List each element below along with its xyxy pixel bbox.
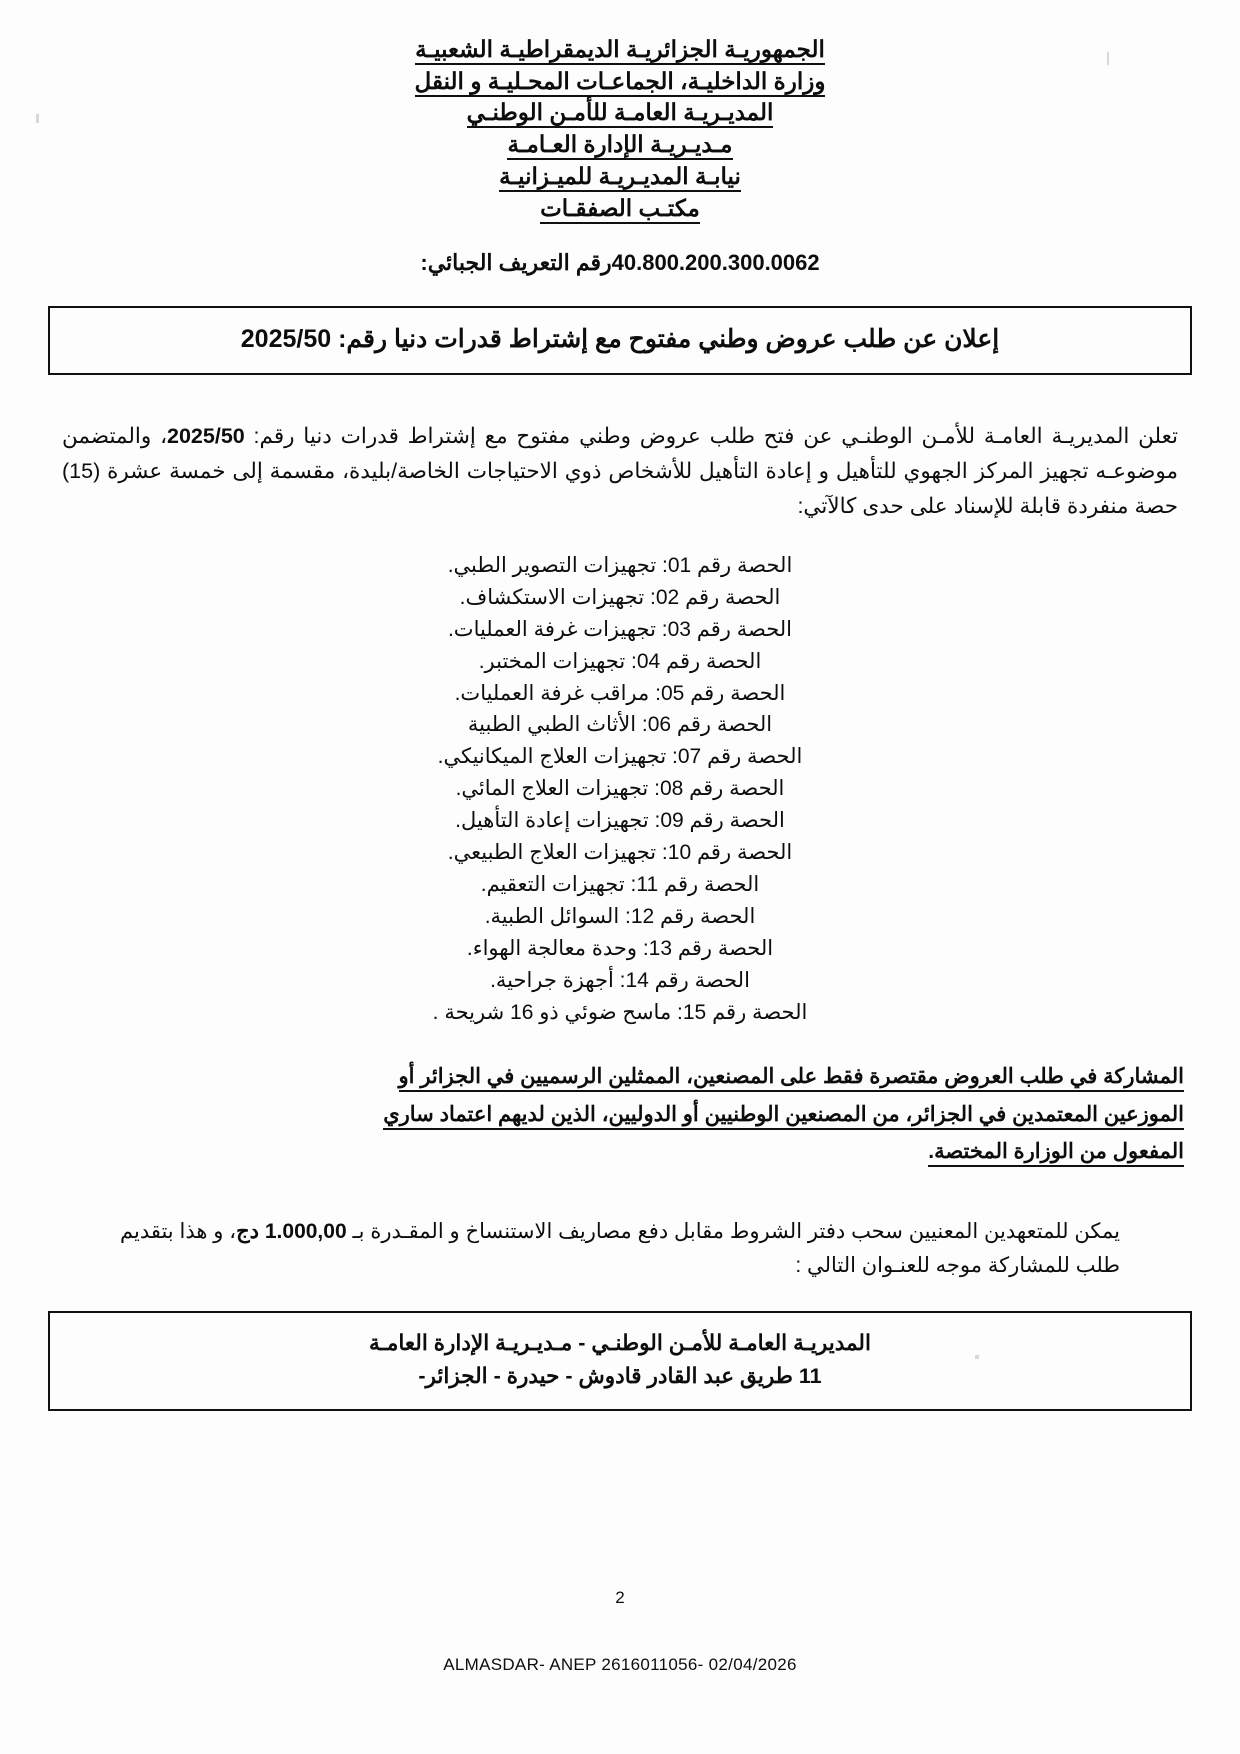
footer-reference: ALMASDAR- ANEP 2616011056- 02/04/2026 (443, 1655, 797, 1674)
list-item: الحصة رقم 04: تجهيزات المختبر. (478, 649, 762, 673)
announcement-title-box (48, 306, 1192, 375)
letterhead (0, 34, 1240, 224)
intro-part-2: ، والمتضمن موضوعـه تجهيز المركز الجهوي للتأهيل و إعادة التأهيل للأشخاص ذوي الاحتياجات الخاصة/بليدة، مقسمة إلى خمسة عشرة (15) حصة منفردة قابلة للإسناد على حدى كالآتي: (62, 424, 1178, 519)
list-item: الحصة رقم 15: ماسح ضوئي ذو 16 شريحة . (432, 1000, 808, 1024)
letterhead-line-4 (0, 129, 1240, 161)
list-item: الحصة رقم 08: تجهيزات العلاج المائي. (455, 777, 785, 801)
list-item: الحصة رقم 05: مراقب غرفة العمليات. (454, 681, 786, 705)
tax-identification-number: 40.800.200.300.0062 (611, 250, 820, 276)
list-item: الحصة رقم 12: السوائل الطبية. (484, 904, 756, 928)
restriction-line-3-wrap (56, 1133, 1184, 1170)
page-number: 2 (615, 1588, 625, 1607)
list-item: الحصة رقم 10: تجهيزات العلاج الطبيعي. (447, 841, 793, 865)
withdraw-part-2: ، و هذا بتقديم طلب للمشاركة موجه للعنـوان التالي : (120, 1219, 1120, 1277)
letterhead-line-3-text: المديـريـة العامـة للأمـن الوطنـي (467, 99, 774, 128)
announcement-title: إعلان عن طلب عروض وطني مفتوح مع إشتراط قدرات دنيا رقم: 2025/50 (240, 325, 1000, 354)
intro-tender-reference: 2025/50 (167, 424, 245, 449)
list-item: الحصة رقم 03: تجهيزات غرفة العمليات. (447, 617, 793, 641)
letterhead-line-2-text: وزارة الداخليـة، الجماعـات المحـليـة و النقل (415, 68, 826, 97)
restriction-line-1: المشاركة في طلب العروض مقتصرة فقط على المصنعين، الممثلين الرسميين في الجزائر أو (399, 1065, 1184, 1092)
scan-speck (1107, 52, 1109, 65)
address-line-1: المديريـة العامـة للأمـن الوطنـي - مـديـريـة الإدارة العامـة (369, 1330, 871, 1355)
lots-list (0, 550, 1240, 1029)
address-line-2: 11 طريق عبد القادر قادوش - حيدرة - الجزائر- (418, 1363, 822, 1388)
scan-speck (975, 1355, 979, 1359)
letterhead-line-2 (0, 66, 1240, 98)
tax-identification-label: رقم التعريف الجبائي: (420, 250, 612, 276)
withdraw-part-1: يمكن للمتعهدين المعنيين سحب دفتر الشروط مقابل دفع مصاريف الاستنساخ و المقـدرة بـ (346, 1219, 1120, 1243)
letterhead-line-6 (0, 193, 1240, 225)
list-item: الحصة رقم 14: أجهزة جراحية. (490, 968, 750, 992)
letterhead-line-3 (0, 97, 1240, 129)
list-item: الحصة رقم 07: تجهيزات العلاج الميكانيكي. (437, 745, 803, 769)
intro-part-1: تعلن المديريـة العامـة للأمـن الوطنـي عن فتح طلب عروض وطني مفتوح مع إشتراط قدرات دنيا رقم: (244, 424, 1178, 449)
list-item: الحصة رقم 09: تجهيزات إعادة التأهيل. (455, 809, 785, 833)
withdraw-paragraph (120, 1215, 1120, 1283)
letterhead-line-1-text: الجمهوريـة الجزائريـة الديمقراطيـة الشعبيـة (415, 36, 825, 65)
withdraw-amount: 1.000,00 دج (236, 1219, 347, 1243)
list-item: الحصة رقم 06: الأثاث الطبي الطبية (467, 713, 773, 737)
list-item: الحصة رقم 02: تجهيزات الاستكشاف. (459, 585, 781, 609)
letterhead-line-1 (0, 34, 1240, 66)
restriction-line-3: المفعول من الوزارة المختصة. (928, 1140, 1184, 1167)
letterhead-line-4-text: مـديـريـة الإدارة العـامـة (507, 131, 732, 160)
restriction-line-2-wrap (56, 1096, 1184, 1133)
restriction-line-2: الموزعين المعتمدين في الجزائر، من المصنعين الوطنيين أو الدوليين، الذين لديهم اعتماد ساري (383, 1103, 1184, 1130)
restriction-line-1-wrap (56, 1058, 1184, 1095)
intro-paragraph (62, 419, 1178, 523)
list-item: الحصة رقم 01: تجهيزات التصوير الطبي. (447, 553, 793, 577)
letterhead-line-5 (0, 161, 1240, 193)
list-item: الحصة رقم 11: تجهيزات التعقيم. (480, 872, 760, 896)
participation-restriction (56, 1058, 1184, 1170)
address-box (48, 1311, 1192, 1412)
list-item: الحصة رقم 13: وحدة معالجة الهواء. (466, 936, 774, 960)
scan-speck (36, 114, 39, 123)
letterhead-line-5-text: نيابـة المديـريـة للميـزانيـة (499, 163, 741, 192)
tax-identification (0, 250, 1240, 276)
letterhead-line-6-text: مكتـب الصفقـات (540, 195, 700, 224)
